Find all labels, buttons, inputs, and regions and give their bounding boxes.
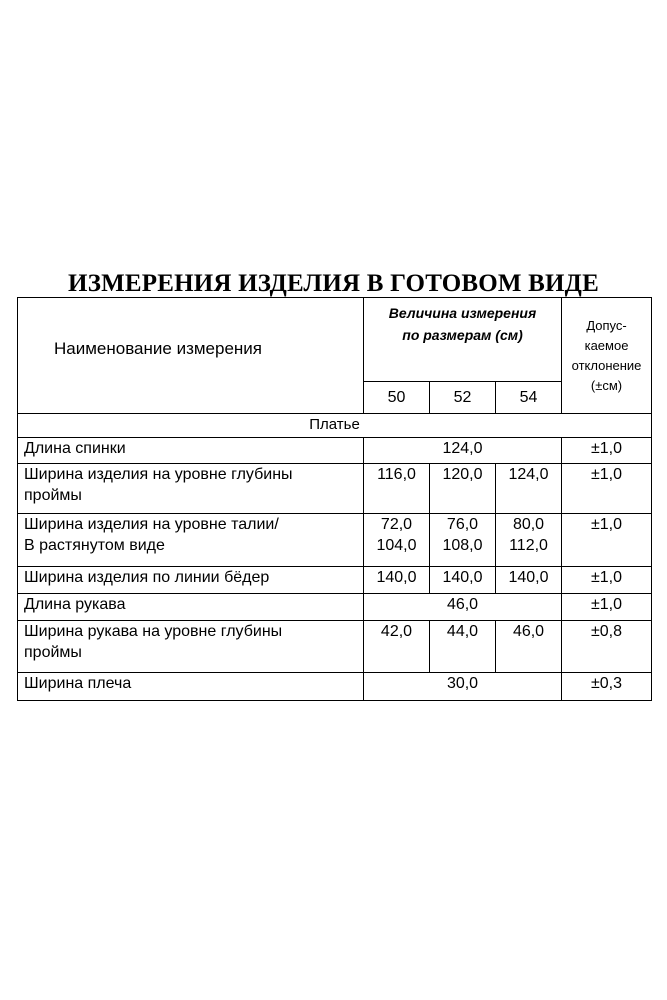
measurement-name-line: Ширина изделия по линии бёдер <box>24 569 270 586</box>
measurement-name-line: Длина спинки <box>24 440 126 457</box>
merged-value: 30,0 <box>364 673 562 701</box>
header-tolerance-line: (±см) <box>590 377 623 393</box>
measurements-table <box>17 297 652 701</box>
measurement-name-line: В растянутом виде <box>24 537 165 554</box>
size-54-header: 54 <box>496 382 562 414</box>
header-tolerance-line: каемое <box>584 337 629 353</box>
header-tolerance-line: Допус- <box>586 317 627 333</box>
measurement-name <box>18 438 364 464</box>
measurement-name <box>18 621 364 673</box>
section-row <box>18 414 652 438</box>
table-row <box>18 438 652 464</box>
value-size-54: 124,0 <box>496 464 562 514</box>
document-title: ИЗМЕРЕНИЯ ИЗДЕЛИЯ В ГОТОВОМ ВИДЕ <box>68 270 599 297</box>
merged-value: 46,0 <box>364 594 562 621</box>
tolerance-value: ±1,0 <box>562 438 652 464</box>
header-measurement-name: Наименование измерения <box>18 298 364 414</box>
tolerance-value: ±1,0 <box>562 464 652 514</box>
header-size-group-line2: по размерам (см) <box>402 327 523 343</box>
header-size-group <box>364 298 562 382</box>
measurement-name <box>18 514 364 567</box>
size-50-header: 50 <box>364 382 430 414</box>
measurement-name-line: Ширина рукава на уровне глубины <box>24 623 283 640</box>
measurement-name-line: Ширина изделия на уровне талии/ <box>24 516 279 533</box>
merged-value: 124,0 <box>364 438 562 464</box>
table-row <box>18 621 652 673</box>
measurement-name <box>18 673 364 701</box>
value-size-50: 116,0 <box>364 464 430 514</box>
table-row <box>18 514 652 567</box>
tolerance-value: ±1,0 <box>562 594 652 621</box>
measurement-name <box>18 594 364 621</box>
value-size-54: 46,0 <box>496 621 562 673</box>
value-size-52: 44,0 <box>430 621 496 673</box>
table-row <box>18 594 652 621</box>
tolerance-value: ±1,0 <box>562 567 652 594</box>
value-size-54: 80,0 112,0 <box>496 514 562 567</box>
header-tolerance-line: отклонение <box>571 357 642 373</box>
measurement-name-line: Длина рукава <box>24 596 126 613</box>
measurement-name-line: Ширина плеча <box>24 675 132 692</box>
header-row <box>18 298 652 382</box>
tolerance-value: ±0,3 <box>562 673 652 701</box>
value-size-50: 140,0 <box>364 567 430 594</box>
section-title: Платье <box>18 414 652 438</box>
table-row <box>18 673 652 701</box>
tolerance-value: ±0,8 <box>562 621 652 673</box>
table-row <box>18 464 652 514</box>
measurement-name-line: Ширина изделия на уровне глубины <box>24 466 293 483</box>
measurement-name <box>18 567 364 594</box>
value-size-52: 140,0 <box>430 567 496 594</box>
table-row <box>18 567 652 594</box>
measurement-name <box>18 464 364 514</box>
value-size-52: 76,0 108,0 <box>430 514 496 567</box>
header-size-group-line1: Величина измерения <box>388 305 537 321</box>
size-52-header: 52 <box>430 382 496 414</box>
value-size-52: 120,0 <box>430 464 496 514</box>
tolerance-value: ±1,0 <box>562 514 652 567</box>
value-size-50: 42,0 <box>364 621 430 673</box>
value-size-54: 140,0 <box>496 567 562 594</box>
measurement-name-line: проймы <box>24 644 82 661</box>
measurement-name-line: проймы <box>24 487 82 504</box>
header-tolerance <box>562 298 652 414</box>
value-size-50: 72,0 104,0 <box>364 514 430 567</box>
